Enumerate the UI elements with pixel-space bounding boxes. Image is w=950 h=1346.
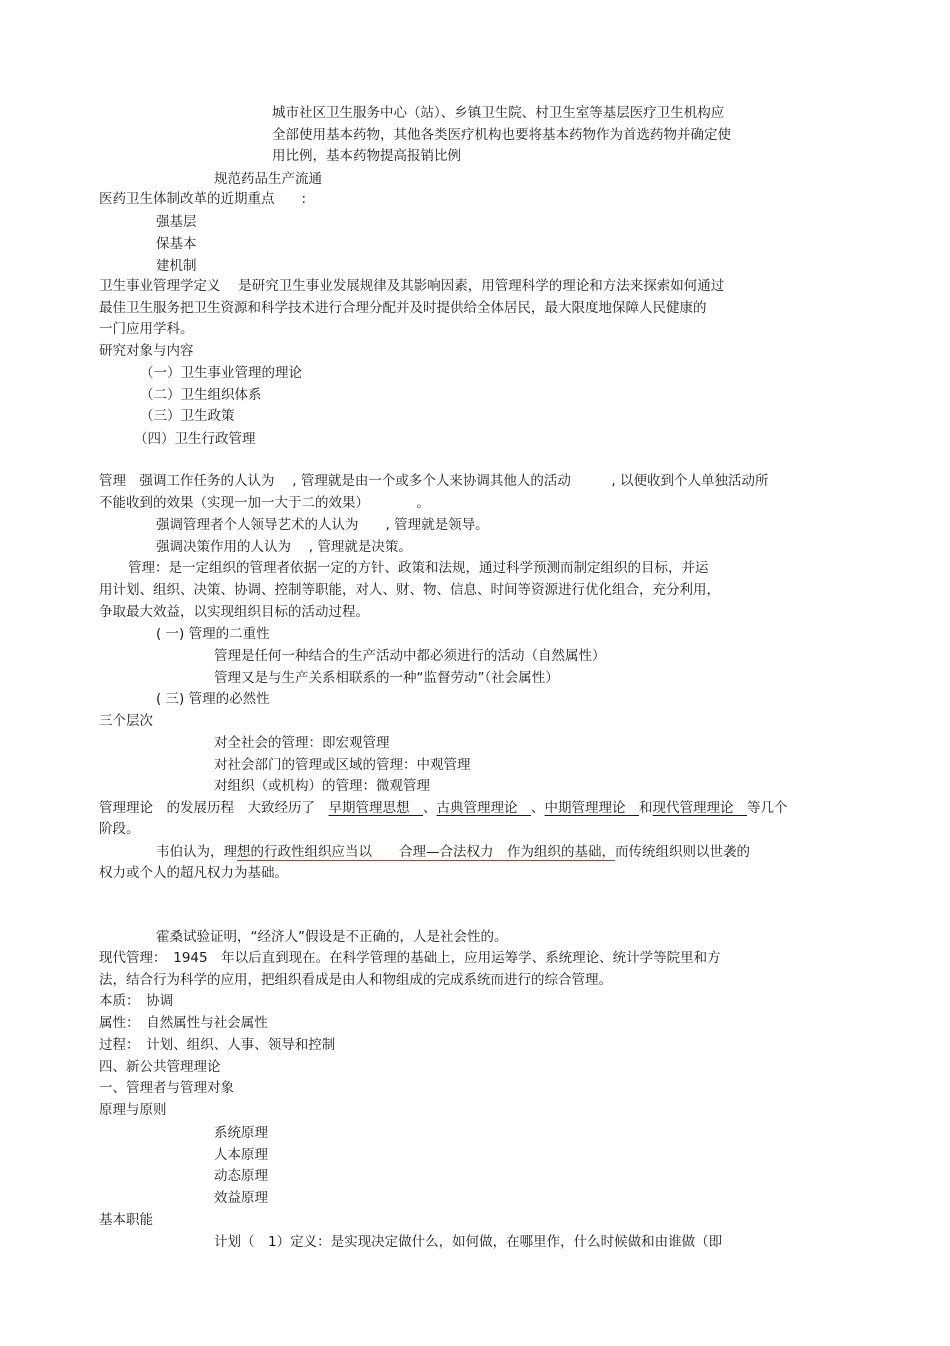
section-heading: 原理与原则 (99, 1102, 167, 1118)
underlined-term: 现代管理理论 (652, 800, 747, 816)
text-line: 属性： 自然属性与社会属性 (99, 1015, 268, 1031)
list-item: 强基层 (156, 214, 197, 230)
list-item: 系统原理 (214, 1125, 268, 1141)
list-item: （一）卫生事业管理的理论 (140, 365, 302, 381)
text-line: 卫生事业管理学定义 是研究卫生事业发展规律及其影响因素，用管理科学的理论和方法来探索如何通过 (99, 278, 725, 294)
list-item: （四）卫生行政管理 (134, 431, 256, 447)
section-heading: ( 三) 管理的必然性 (156, 691, 270, 707)
text-line: 权力或个人的超凡权力为基础。 (99, 865, 288, 881)
list-item: 效益原理 (214, 1190, 268, 1206)
text-line: 现代管理： 1945 年以后直到现在。在科学管理的基础上，应用运筹学、系统理论、统计学等院里和方 (99, 950, 721, 966)
underlined-term: 中期管理理论 (544, 800, 639, 816)
text-line: 强调决策作用的人认为 , 管理就是决策。 (156, 539, 412, 555)
text-fragment: 而传统组织则以世袭的 (615, 844, 750, 860)
section-heading: 三个层次 (99, 713, 153, 729)
section-heading: 医药卫生体制改革的近期重点 : (99, 191, 307, 207)
list-item: 保基本 (156, 236, 197, 252)
section-heading: ( 一) 管理的二重性 (156, 626, 270, 642)
text-line: 阶段。 (99, 821, 140, 837)
list-item: 人本原理 (214, 1147, 268, 1163)
text-fragment: 韦伯认为，理 (156, 844, 237, 860)
section-heading: 研究对象与内容 (99, 343, 194, 359)
text-line: 最佳卫生服务把卫生资源和科学技术进行合理分配并及时提供给全体居民，最大限度地保障人民健康的 (99, 300, 707, 316)
text-line: 本质： 协调 (99, 993, 174, 1009)
list-item: 动态原理 (214, 1168, 268, 1184)
text-line: 城市社区卫生服务中心（站）、乡镇卫生院、村卫生室等基层医疗卫生机构应 (272, 105, 725, 121)
text-line: 霍桑试验证明，“经济人”假设是不正确的，人是社会性的。 (156, 929, 508, 945)
underlined-term: 早期管理思想 (328, 800, 423, 816)
text-fragment: 和 (639, 800, 653, 816)
section-heading: 基本职能 (99, 1212, 153, 1228)
text-line: 规范药品生产流通 (214, 171, 322, 187)
text-line: 用比例，基本药物提高报销比例 (272, 148, 461, 164)
text-line (156, 843, 750, 861)
text-line: 法，结合行为科学的应用，把组织看成是由人和物组成的完成系统而进行的综合管理。 (99, 972, 612, 988)
text-line: 全部使用基本药物，其他各类医疗机构也要将基本药物作为首选药物并确定使 (272, 127, 731, 143)
text-line: 计划（ 1）定义：是实现决定做什么，如何做，在哪里作，什么时候做和由谁做（即 (214, 1234, 723, 1250)
underlined-term: 古典管理理论 (436, 800, 531, 816)
text-line: 用计划、组织、决策、协调、控制等职能，对人、财、物、信息、时间等资源进行优化组合，充分利用， (99, 582, 720, 598)
section-heading: 四、新公共管理理论 (99, 1059, 221, 1075)
text-fragment: 管理理论 的发展历程 大致经历了 (99, 800, 329, 816)
text-fragment: 等几个 (747, 800, 788, 816)
text-line: 争取最大效益，以实现组织目标的活动过程。 (99, 604, 369, 620)
text-line: 管理又是与生产关系相联系的一种“监督劳动”（社会属性） (214, 670, 559, 686)
text-line: 管理 强调工作任务的人认为 , 管理就是由一个或多个人来协调其他人的活动 , 以便收到个人单独活动所 (99, 473, 769, 489)
list-item: （三）卫生政策 (140, 408, 235, 424)
list-item: 对社会部门的管理或区域的管理：中观管理 (214, 757, 471, 773)
underlined-phrase: 想的行政性组织应当以 合理—合法权力 作为组织的基础， (237, 844, 615, 860)
text-line: 不能收到的效果（实现一加一大于二的效果） 。 (99, 495, 430, 511)
text-line: 管理是任何一种结合的生产活动中都必须进行的活动（自然属性） (214, 648, 606, 664)
list-item: （二）卫生组织体系 (140, 387, 262, 403)
list-item: 对组织（或机构）的管理：微观管理 (214, 778, 430, 794)
text-line (99, 799, 788, 817)
text-line: 管理：是一定组织的管理者依据一定的方针、政策和法规，通过科学预测而制定组织的目标，并运 (128, 560, 709, 576)
list-item: 对全社会的管理：即宏观管理 (214, 735, 390, 751)
text-line: 过程： 计划、组织、人事、领导和控制 (99, 1037, 336, 1053)
text-fragment: 、 (423, 800, 437, 816)
list-item: 建机制 (156, 258, 197, 274)
text-line: 一门应用学科。 (99, 321, 194, 337)
text-line: 强调管理者个人领导艺术的人认为 , 管理就是领导。 (156, 517, 489, 533)
text-fragment: 、 (531, 800, 545, 816)
section-heading: 一、管理者与管理对象 (99, 1080, 234, 1096)
